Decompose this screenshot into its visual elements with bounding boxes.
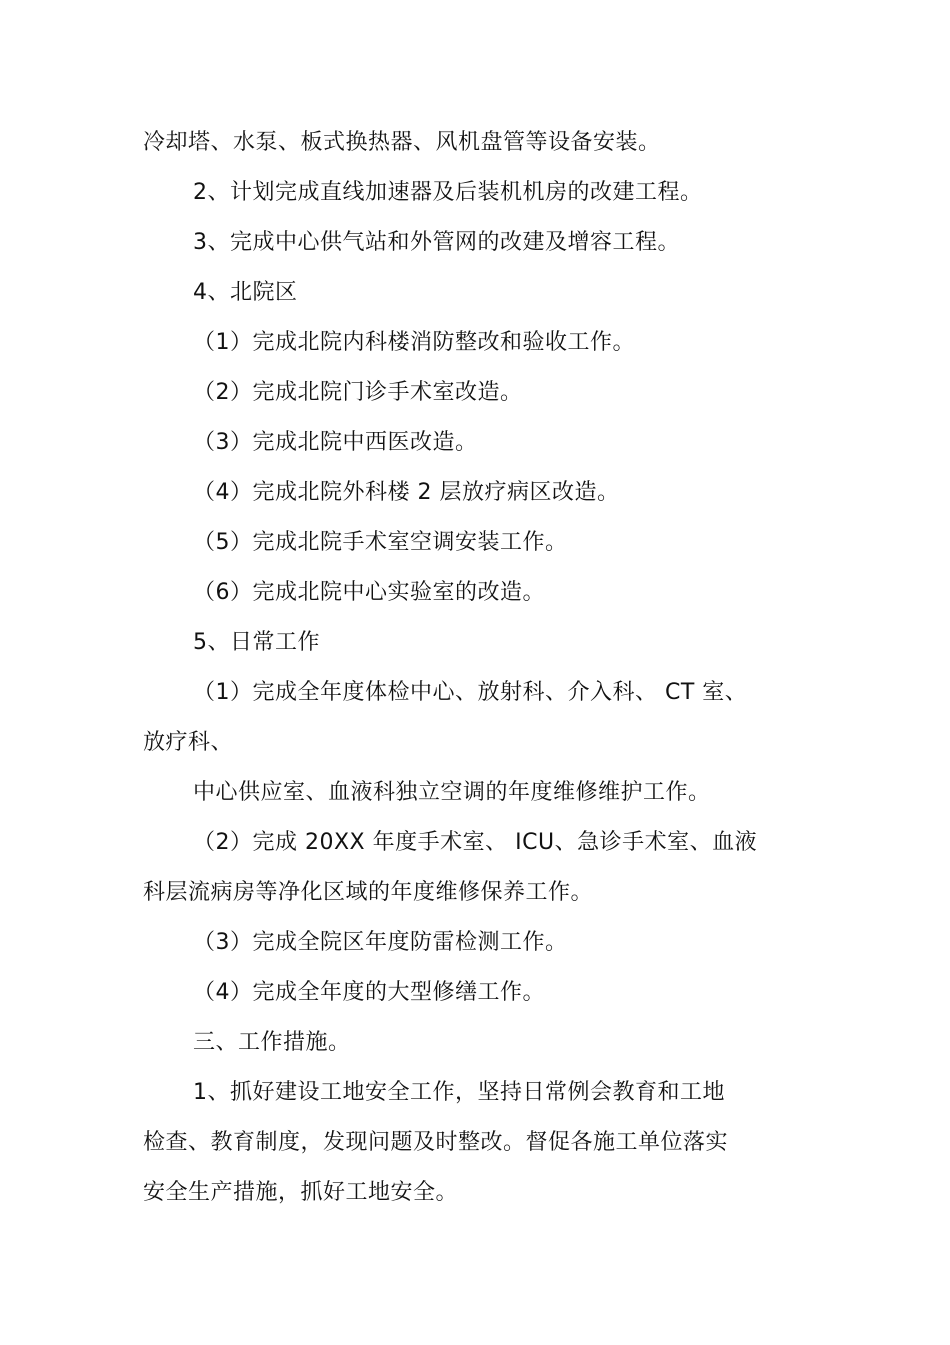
list-item: （2）完成北院门诊手术室改造。 [193,380,523,405]
list-item: （1）完成北院内科楼消防整改和验收工作。 [193,330,635,355]
text-line: 2、计划完成直线加速器及后装机机房的改建工程。 [193,180,703,205]
list-item: （4）完成全年度的大型修缮工作。 [193,980,545,1005]
section-heading: 4、北院区 [193,280,298,305]
section-heading: 三、工作措施。 [193,1030,351,1055]
list-item: （2）完成 20XX 年度手术室、 ICU、急诊手术室、血液 [193,830,758,855]
section-heading: 5、日常工作 [193,630,320,655]
list-item: （3）完成全院区年度防雷检测工作。 [193,930,568,955]
list-item: （5）完成北院手术室空调安装工作。 [193,530,568,555]
list-item: （4）完成北院外科楼 2 层放疗病区改造。 [193,480,620,505]
text-line: 冷却塔、水泵、板式换热器、风机盘管等设备安装。 [143,130,661,155]
list-item: （3）完成北院中西医改造。 [193,430,478,455]
text-line: 3、完成中心供气站和外管网的改建及增容工程。 [193,230,680,255]
text-line: 放疗科、 [143,730,234,755]
text-line: 安全生产措施，抓好工地安全。 [143,1180,459,1205]
text-line: 检查、教育制度，发现问题及时整改。督促各施工单位落实 [143,1130,729,1155]
text-line: 中心供应室、血液科独立空调的年度维修维护工作。 [193,780,711,805]
text-line: 1、抓好建设工地安全工作，坚持日常例会教育和工地 [193,1080,725,1105]
text-line: 科层流病房等净化区域的年度维修保养工作。 [143,880,594,905]
list-item: （1）完成全年度体检中心、放射科、介入科、 CT 室、 [193,680,748,705]
list-item: （6）完成北院中心实验室的改造。 [193,580,545,605]
